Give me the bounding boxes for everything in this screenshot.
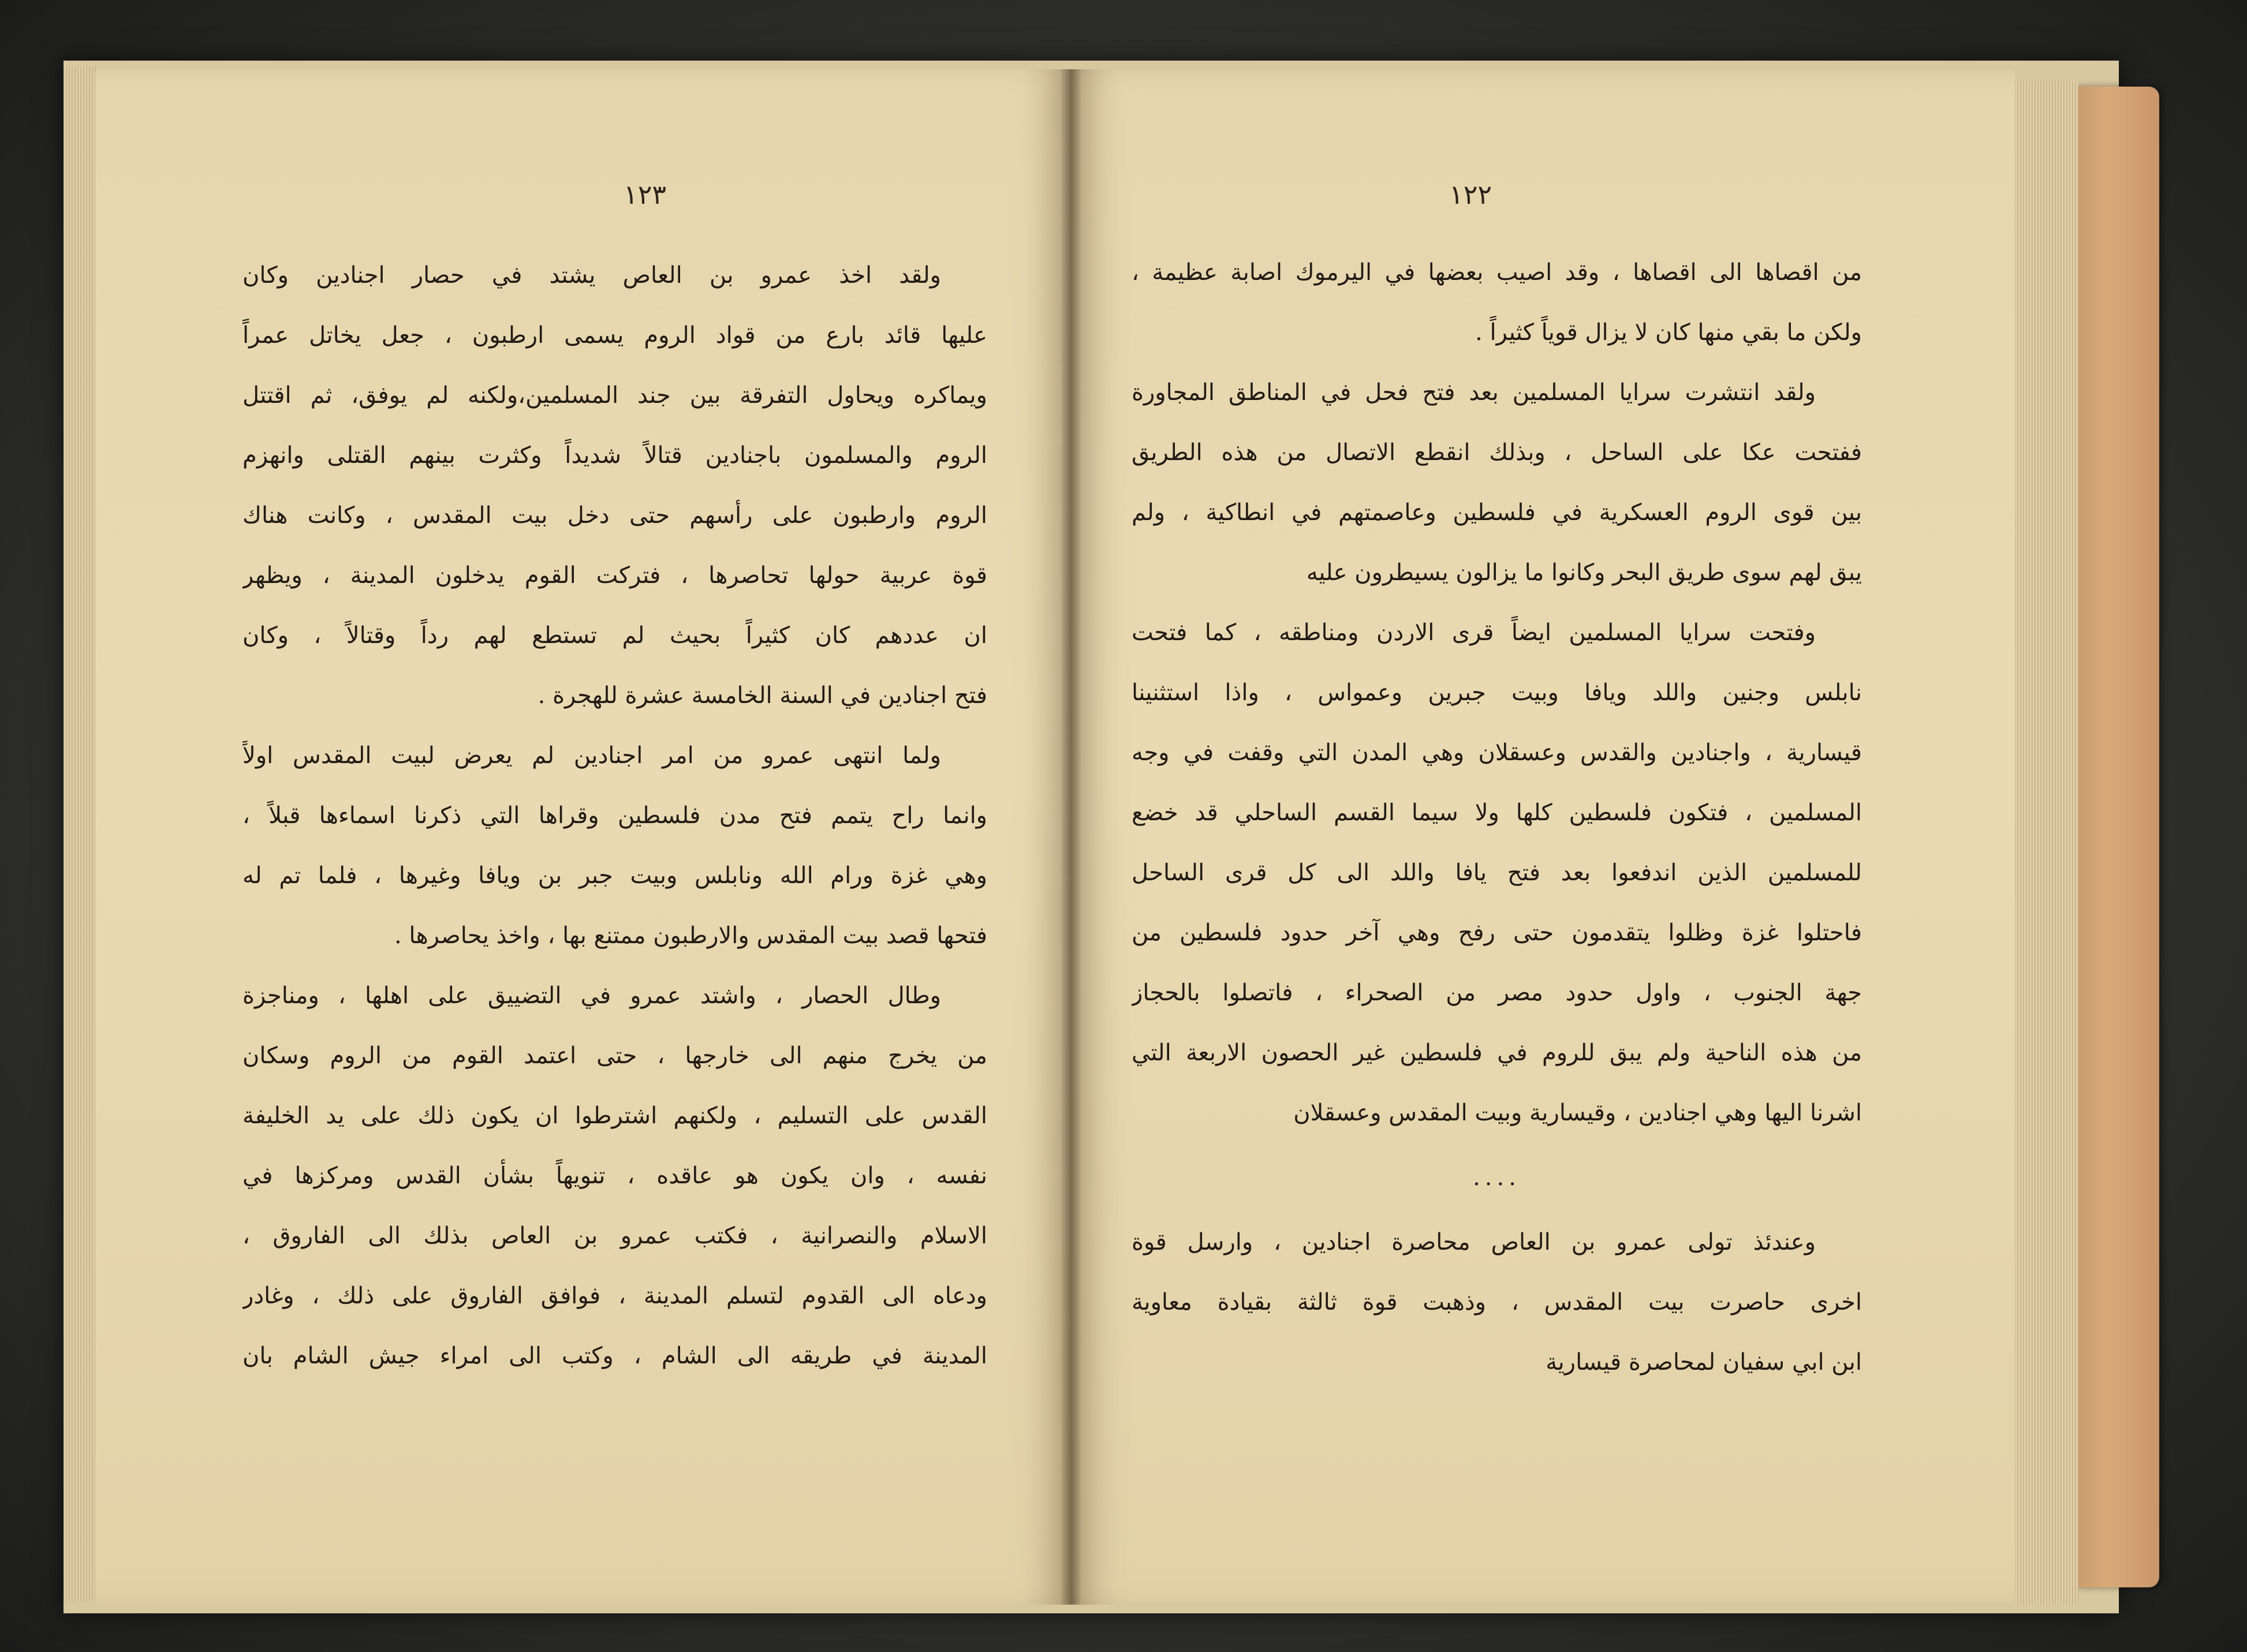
text-line: وطال الحصار ، واشتد عمرو في التضييق على اهلها ، ومناجزة: [242, 982, 941, 1009]
book-gutter: [1061, 69, 1081, 1605]
text-line: من اقصاها الى اقصاها ، وقد اصيب بعضها في اليرموك اصابة عظيمة ،: [1132, 259, 1862, 286]
text-line: المدينة في طريقه الى الشام ، وكتب الى امراء جيش الشام بان: [242, 1343, 987, 1369]
text-line: وعندئذ تولى عمرو بن العاص محاصرة اجنادين ، وارسل قوة: [1132, 1229, 1816, 1255]
left-page-text: [242, 245, 987, 1386]
text-line: فتحها قصد بيت المقدس والارطبون ممتنع بها ، واخذ يحاصرها .: [394, 922, 987, 949]
text-line: اشرنا اليها وهي اجنادين ، وقيسارية وبيت المقدس وعسقلان: [1293, 1100, 1862, 1126]
text-line: فاحتلوا غزة وظلوا يتقدمون حتى رفح وهي آخر حدود فلسطين من: [1132, 920, 1862, 946]
text-line: الاسلام والنصرانية ، فكتب عمرو بن العاص بذلك الى الفاروق ،: [242, 1223, 987, 1249]
right-page-number: ١٢٢: [1449, 179, 1492, 210]
left-page: [95, 69, 1071, 1605]
text-line: للمسلمين الذين اندفعوا بعد فتح يافا واللد الى كل قرى الساحل: [1132, 859, 1862, 886]
text-line: بين قوى الروم العسكرية في فلسطين وعاصمتهم في انطاكية ، ولم: [1132, 499, 1862, 526]
text-line: ويماكره ويحاول التفرقة بين جند المسلمين،ولكنه لم يوفق، ثم اقتتل: [242, 382, 987, 409]
text-line: وفتحت سرايا المسلمين ايضاً قرى الاردن ومناطقه ، كما فتحت: [1132, 619, 1816, 646]
left-page-number: ١٢٣: [624, 179, 667, 210]
left-page-edges: [64, 66, 98, 1602]
right-page-edges: [2009, 81, 2078, 1605]
text-line: ولكن ما بقي منها كان لا يزال قوياً كثيراً .: [1475, 319, 1862, 346]
text-line: وهي غزة ورام الله ونابلس وبيت جبر بن ويافا وغيرها ، فلما تم له: [242, 862, 987, 889]
text-line: من هذه الناحية ولم يبق للروم في فلسطين غير الحصون الاربعة التي: [1132, 1040, 1862, 1066]
text-line: قيسارية ، واجنادين والقدس وعسقلان وهي المدن التي وقفت في وجه: [1132, 739, 1862, 766]
text-line: ولما انتهى عمرو من امر اجنادين لم يعرض لبيت المقدس اولاً: [242, 742, 941, 769]
text-line: الروم والمسلمون باجنادين قتالاً شديداً وكثرت بينهم القتلى وانهزم: [242, 442, 987, 469]
text-line: عليها قائد بارع من قواد الروم يسمى ارطبون ، جعل يخاتل عمراً: [242, 322, 987, 349]
text-line: القدس على التسليم ، ولكنهم اشترطوا ان يكون ذلك على يد الخليفة: [242, 1102, 987, 1129]
text-line: ولقد اخذ عمرو بن العاص يشتد في حصار اجنادين وكان: [242, 262, 941, 289]
text-line: المسلمين ، فتكون فلسطين كلها ولا سيما القسم الساحلي قد خضع: [1132, 799, 1862, 826]
section-separator: ....: [1473, 1164, 1521, 1191]
text-line: فتح اجنادين في السنة الخامسة عشرة للهجرة .: [538, 682, 987, 709]
text-line: اخرى حاصرت بيت المقدس ، وذهبت قوة ثالثة بقيادة معاوية: [1132, 1289, 1862, 1315]
book-cover-edge: [2073, 87, 2159, 1587]
text-line: ان عددهم كان كثيراً بحيث لم تستطع لهم رداً وقتالاً ، وكان: [242, 622, 987, 649]
text-line: من يخرج منهم الى خارجها ، حتى اعتمد القوم من الروم وسكان: [242, 1042, 987, 1069]
text-line: ودعاه الى القدوم لتسلم المدينة ، فوافق الفاروق على ذلك ، وغادر: [242, 1283, 987, 1309]
text-line: وانما راح يتمم فتح مدن فلسطين وقراها التي ذكرنا اسماءها قبلاً ،: [242, 802, 987, 829]
text-line: الروم وارطبون على رأسهم حتى دخل بيت المقدس ، وكانت هناك: [242, 502, 987, 529]
text-line: يبق لهم سوى طريق البحر وكانوا ما يزالون يسيطرون عليه: [1306, 559, 1862, 586]
right-page: [1071, 69, 2015, 1605]
text-line: ولقد انتشرت سرايا المسلمين بعد فتح فحل في المناطق المجاورة: [1132, 379, 1816, 406]
text-line: قوة عربية حولها تحاصرها ، فتركت القوم يدخلون المدينة ، ويظهر: [242, 562, 987, 589]
text-line: ففتحت عكا على الساحل ، وبذلك انقطع الاتصال من هذه الطريق: [1132, 439, 1862, 466]
text-line: نابلس وجنين واللد ويافا وبيت جبرين وعمواس ، واذا استثنينا: [1132, 679, 1862, 706]
text-line: نفسه ، وان يكون هو عاقده ، تنويهاً بشأن القدس ومركزها في: [242, 1163, 987, 1189]
right-page-text: [1132, 242, 1862, 1392]
text-line: ابن ابي سفيان لمحاصرة قيسارية: [1546, 1349, 1862, 1376]
text-line: جهة الجنوب ، واول حدود مصر من الصحراء ، فاتصلوا بالحجاز: [1132, 980, 1862, 1006]
